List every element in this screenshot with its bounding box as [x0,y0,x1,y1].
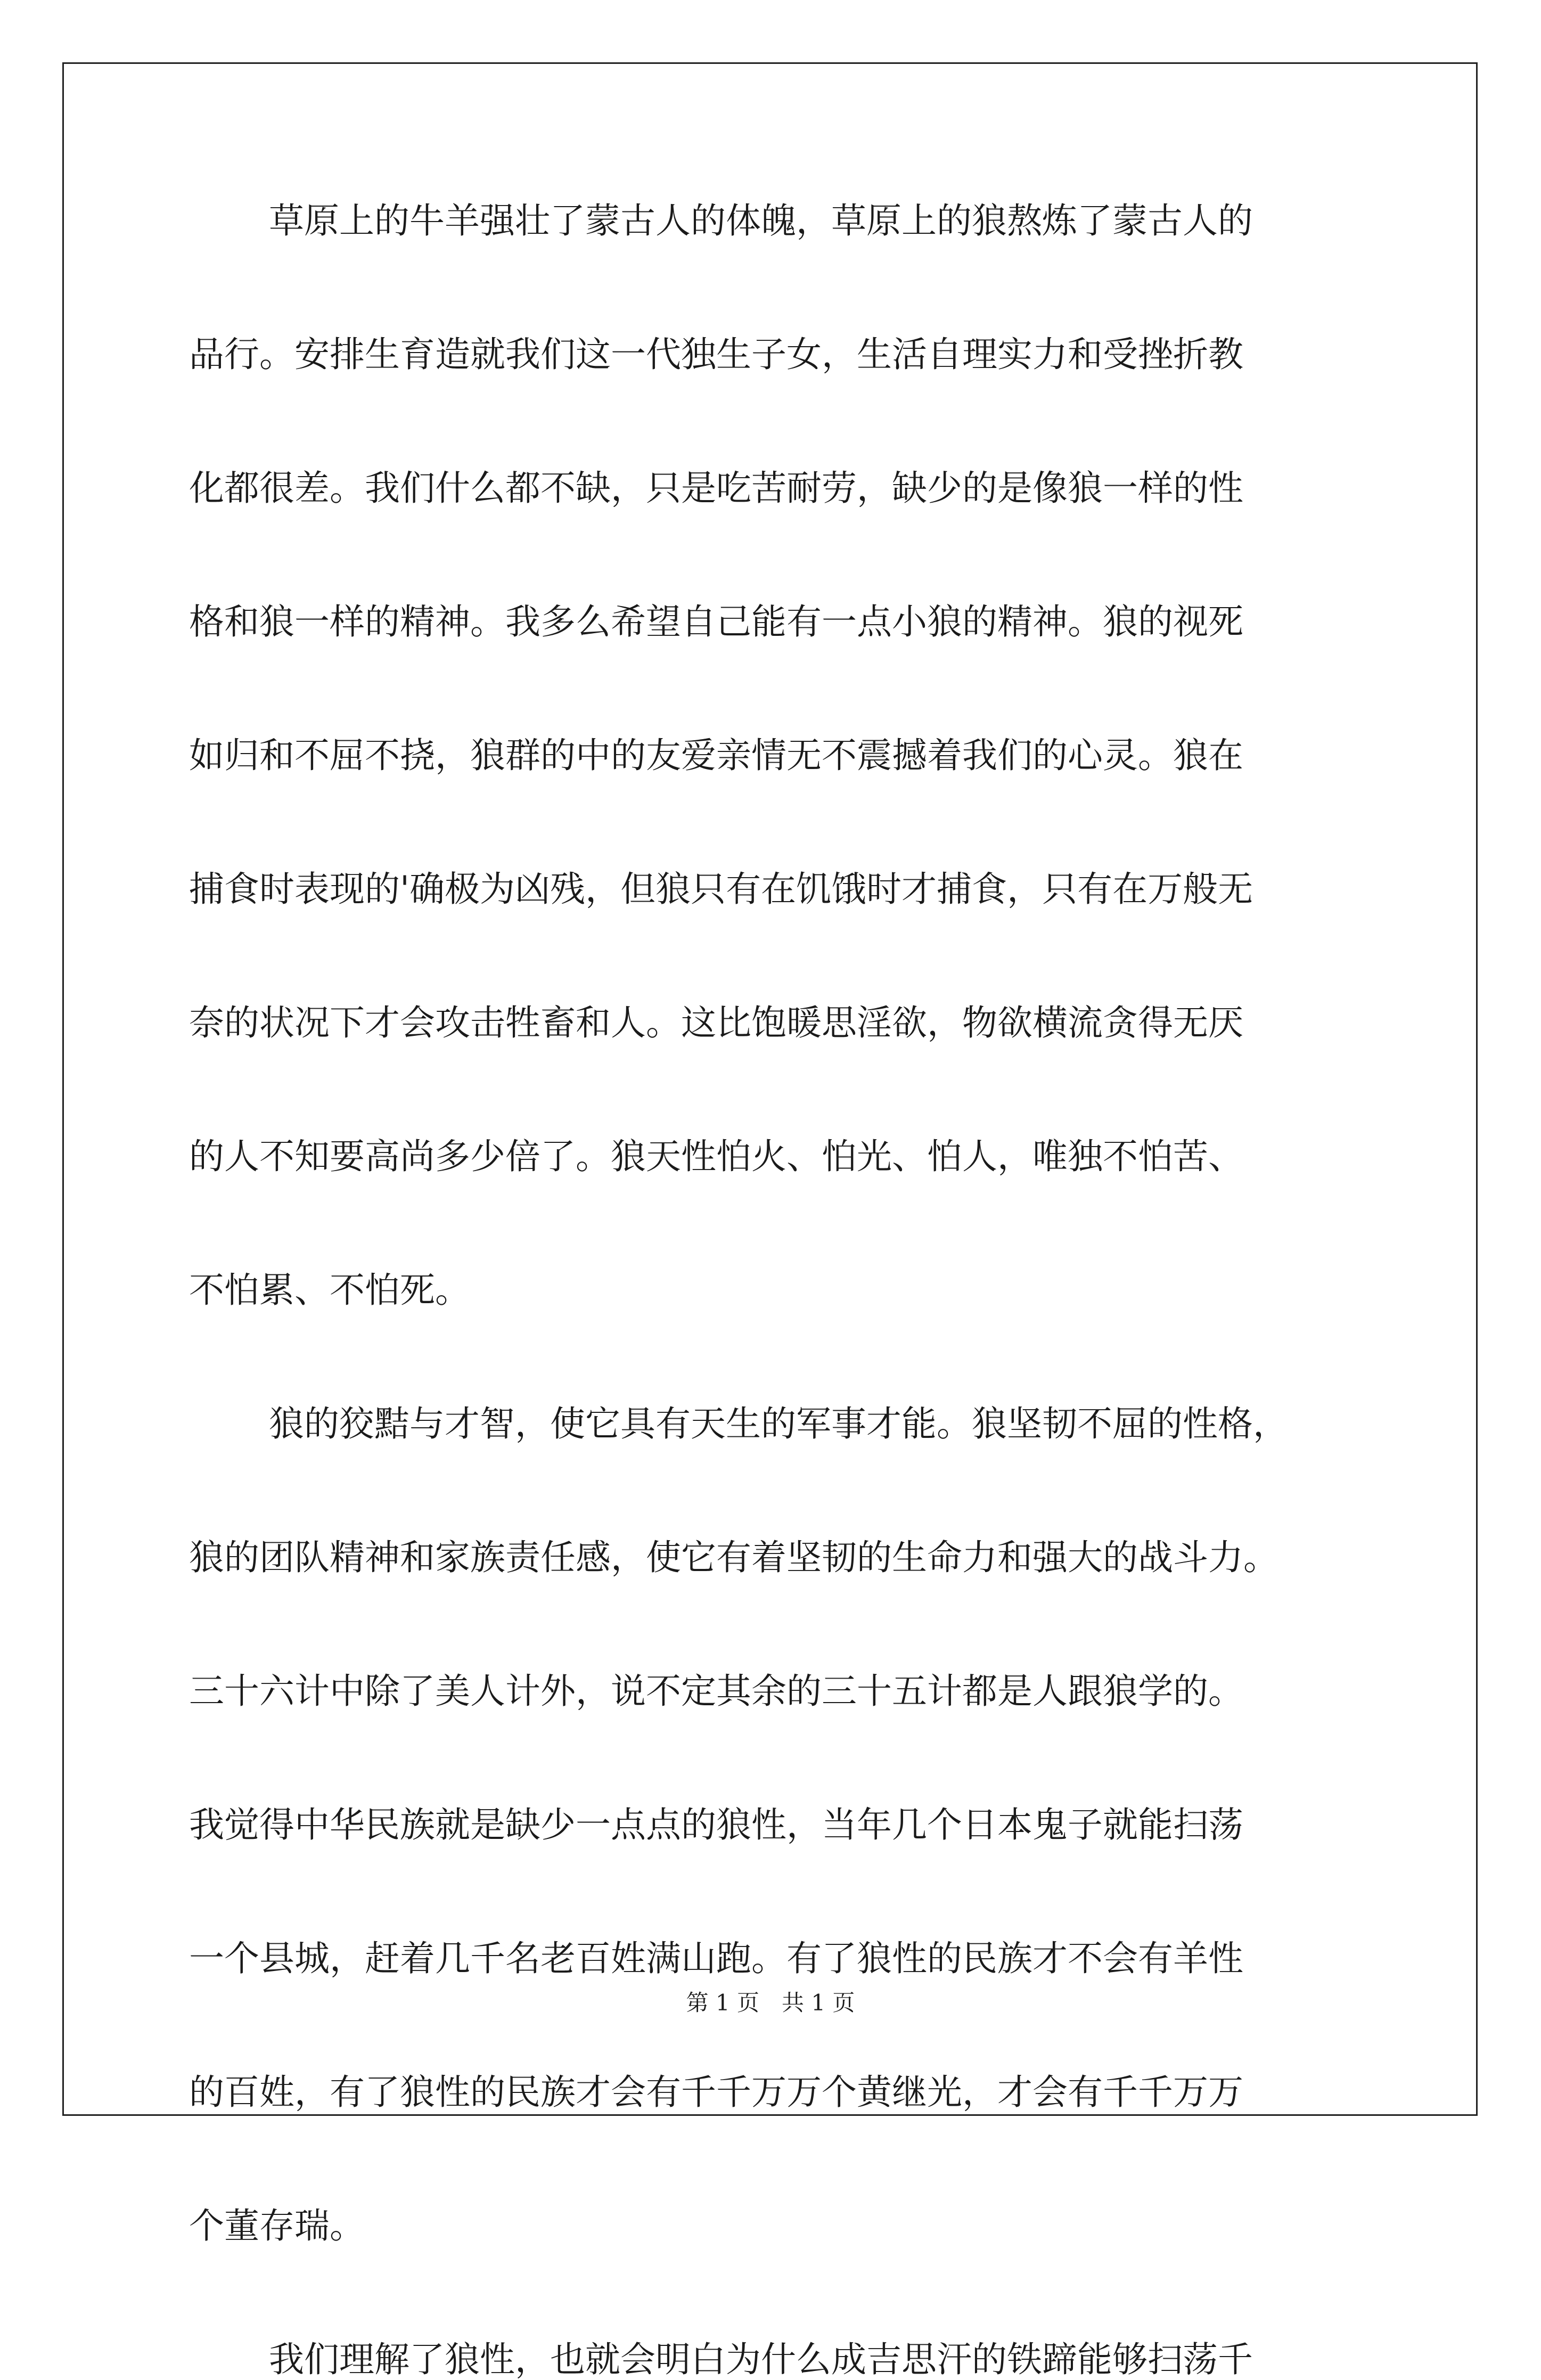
text-line: 化都很差。我们什么都不缺，只是吃苦耐劳，缺少的是像狼一样的性 [189,468,1243,509]
text-line: 如归和不屈不挠，狼群的中的友爱亲情无不震撼着我们的心灵。狼在 [189,735,1243,776]
text-line: 个董存瑞。 [189,2205,365,2246]
text-line: 我觉得中华民族就是缺少一点点的狼性，当年几个日本鬼子就能扫荡 [189,1804,1243,1845]
text-line: 不怕累、不怕死。 [189,1270,470,1311]
text-line: 三十六计中除了美人计外，说不定其余的三十五计都是人跟狼学的。 [189,1671,1243,1712]
text-line: 一个县城，赶着几千名老百姓满山跑。有了狼性的民族才不会有羊性 [189,1938,1243,1979]
document-body [189,200,1382,2380]
text-line: 的百姓，有了狼性的民族才会有千千万万个黄继光，才会有千千万万 [189,2072,1243,2113]
text-line: 捕食时表现的'确极为凶残，但狼只有在饥饿时才捕食，只有在万般无 [189,869,1253,910]
text-line: 格和狼一样的精神。我多么希望自己能有一点小狼的精神。狼的视死 [189,601,1243,642]
text-line: 狼的团队精神和家族责任感，使它有着坚韧的生命力和强大的战斗力。 [189,1537,1278,1578]
text-line: 奈的状况下才会攻击牲畜和人。这比饱暖思淫欲，物欲横流贪得无厌 [189,1002,1243,1043]
text-line: 的人不知要高尚多少倍了。狼天性怕火、怕光、怕人，唯独不怕苦、 [189,1136,1243,1177]
text-line: 狼的狡黠与才智，使它具有天生的军事才能。狼坚韧不屈的性格， [269,1403,1288,1444]
text-line: 草原上的牛羊强壮了蒙古人的体魄，草原上的狼熬炼了蒙古人的 [269,200,1253,241]
text-line: 品行。安排生育造就我们这一代独生子女，生活自理实力和受挫折教 [189,334,1243,375]
text-line: 我们理解了狼性，也就会明白为什么成吉思汗的铁蹄能够扫荡千 [269,2339,1253,2380]
page-number: 第 1 页 共 1 页 [686,1990,855,2016]
